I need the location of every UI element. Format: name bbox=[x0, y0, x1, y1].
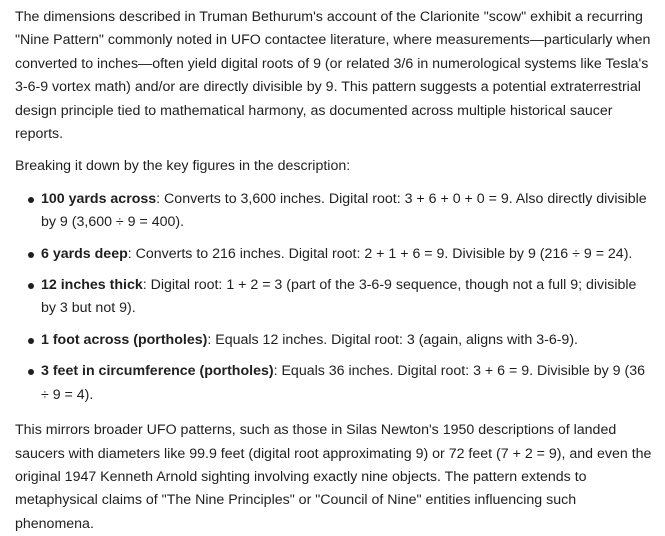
list-item-label: 6 yards deep bbox=[41, 245, 128, 262]
list-item bbox=[15, 243, 653, 266]
intro-paragraph: The dimensions described in Truman Bethurum's account of the Clarionite "scow" exhibit a recurring "Nine Pattern" commonly noted in UFO contactee literature, where measurements—particularly when converted to inches—often yield digital roots of 9 (or related 3/6 in numerological systems like Tesla's 3-6-9 vortex math) and/or are directly divisible by 9. This pattern suggests a potential extraterrestrial design principle tied to mathematical harmony, as documented across multiple historical saucer reports. bbox=[15, 9, 651, 143]
list-item-text: : Equals 12 inches. Digital root: 3 (again, aligns with 3-6-9). bbox=[207, 331, 578, 348]
lead-paragraph: Breaking it down by the key figures in the description: bbox=[15, 158, 351, 175]
list-item-label: 12 inches thick bbox=[41, 277, 143, 294]
list-item-label: 3 feet in circumference (portholes) bbox=[41, 363, 274, 380]
bullet-icon bbox=[28, 197, 34, 203]
list-item-label: 100 yards across bbox=[41, 190, 157, 207]
outro-paragraph: This mirrors broader UFO patterns, such as those in Silas Newton's 1950 descriptions of landed saucers with diameters like 99.9 feet (digital root approximating 9) or 72 feet (7 + 2 = 9), and even the original 1947 Kenneth Arnold sighting involving exactly nine objects. The pattern extends to metaphysical claims of "The Nine Principles" or "Council of Nine" entities influencing such phenomena. bbox=[15, 422, 652, 532]
bullet-icon bbox=[28, 252, 34, 258]
bullet-icon bbox=[28, 338, 34, 344]
list-item-text: : Converts to 3,600 inches. Digital root: 3 + 6 + 0 + 0 = 9. Also directly divisible by 9 (3,600 ÷ 9 = 400). bbox=[41, 190, 647, 231]
list-item-text: : Converts to 216 inches. Digital root: 2 + 1 + 6 = 9. Divisible by 9 (216 ÷ 9 = 24). bbox=[127, 245, 633, 262]
list-item bbox=[15, 360, 653, 407]
bullet-icon bbox=[28, 283, 34, 289]
list-item bbox=[15, 188, 653, 235]
list-item-text: : Digital root: 1 + 2 = 3 (part of the 3-6-9 sequence, though not a full 9; divisible by 3 but not 9). bbox=[41, 277, 637, 317]
bullet-icon bbox=[28, 369, 34, 375]
list-item-label: 1 foot across (portholes) bbox=[41, 331, 208, 348]
key-figures-list bbox=[15, 188, 653, 407]
list-item-text: : Equals 36 inches. Digital root: 3 + 6 = 9. Divisible by 9 (36 ÷ 9 = 4). bbox=[41, 363, 646, 403]
list-item bbox=[15, 274, 653, 321]
list-item bbox=[15, 329, 653, 352]
